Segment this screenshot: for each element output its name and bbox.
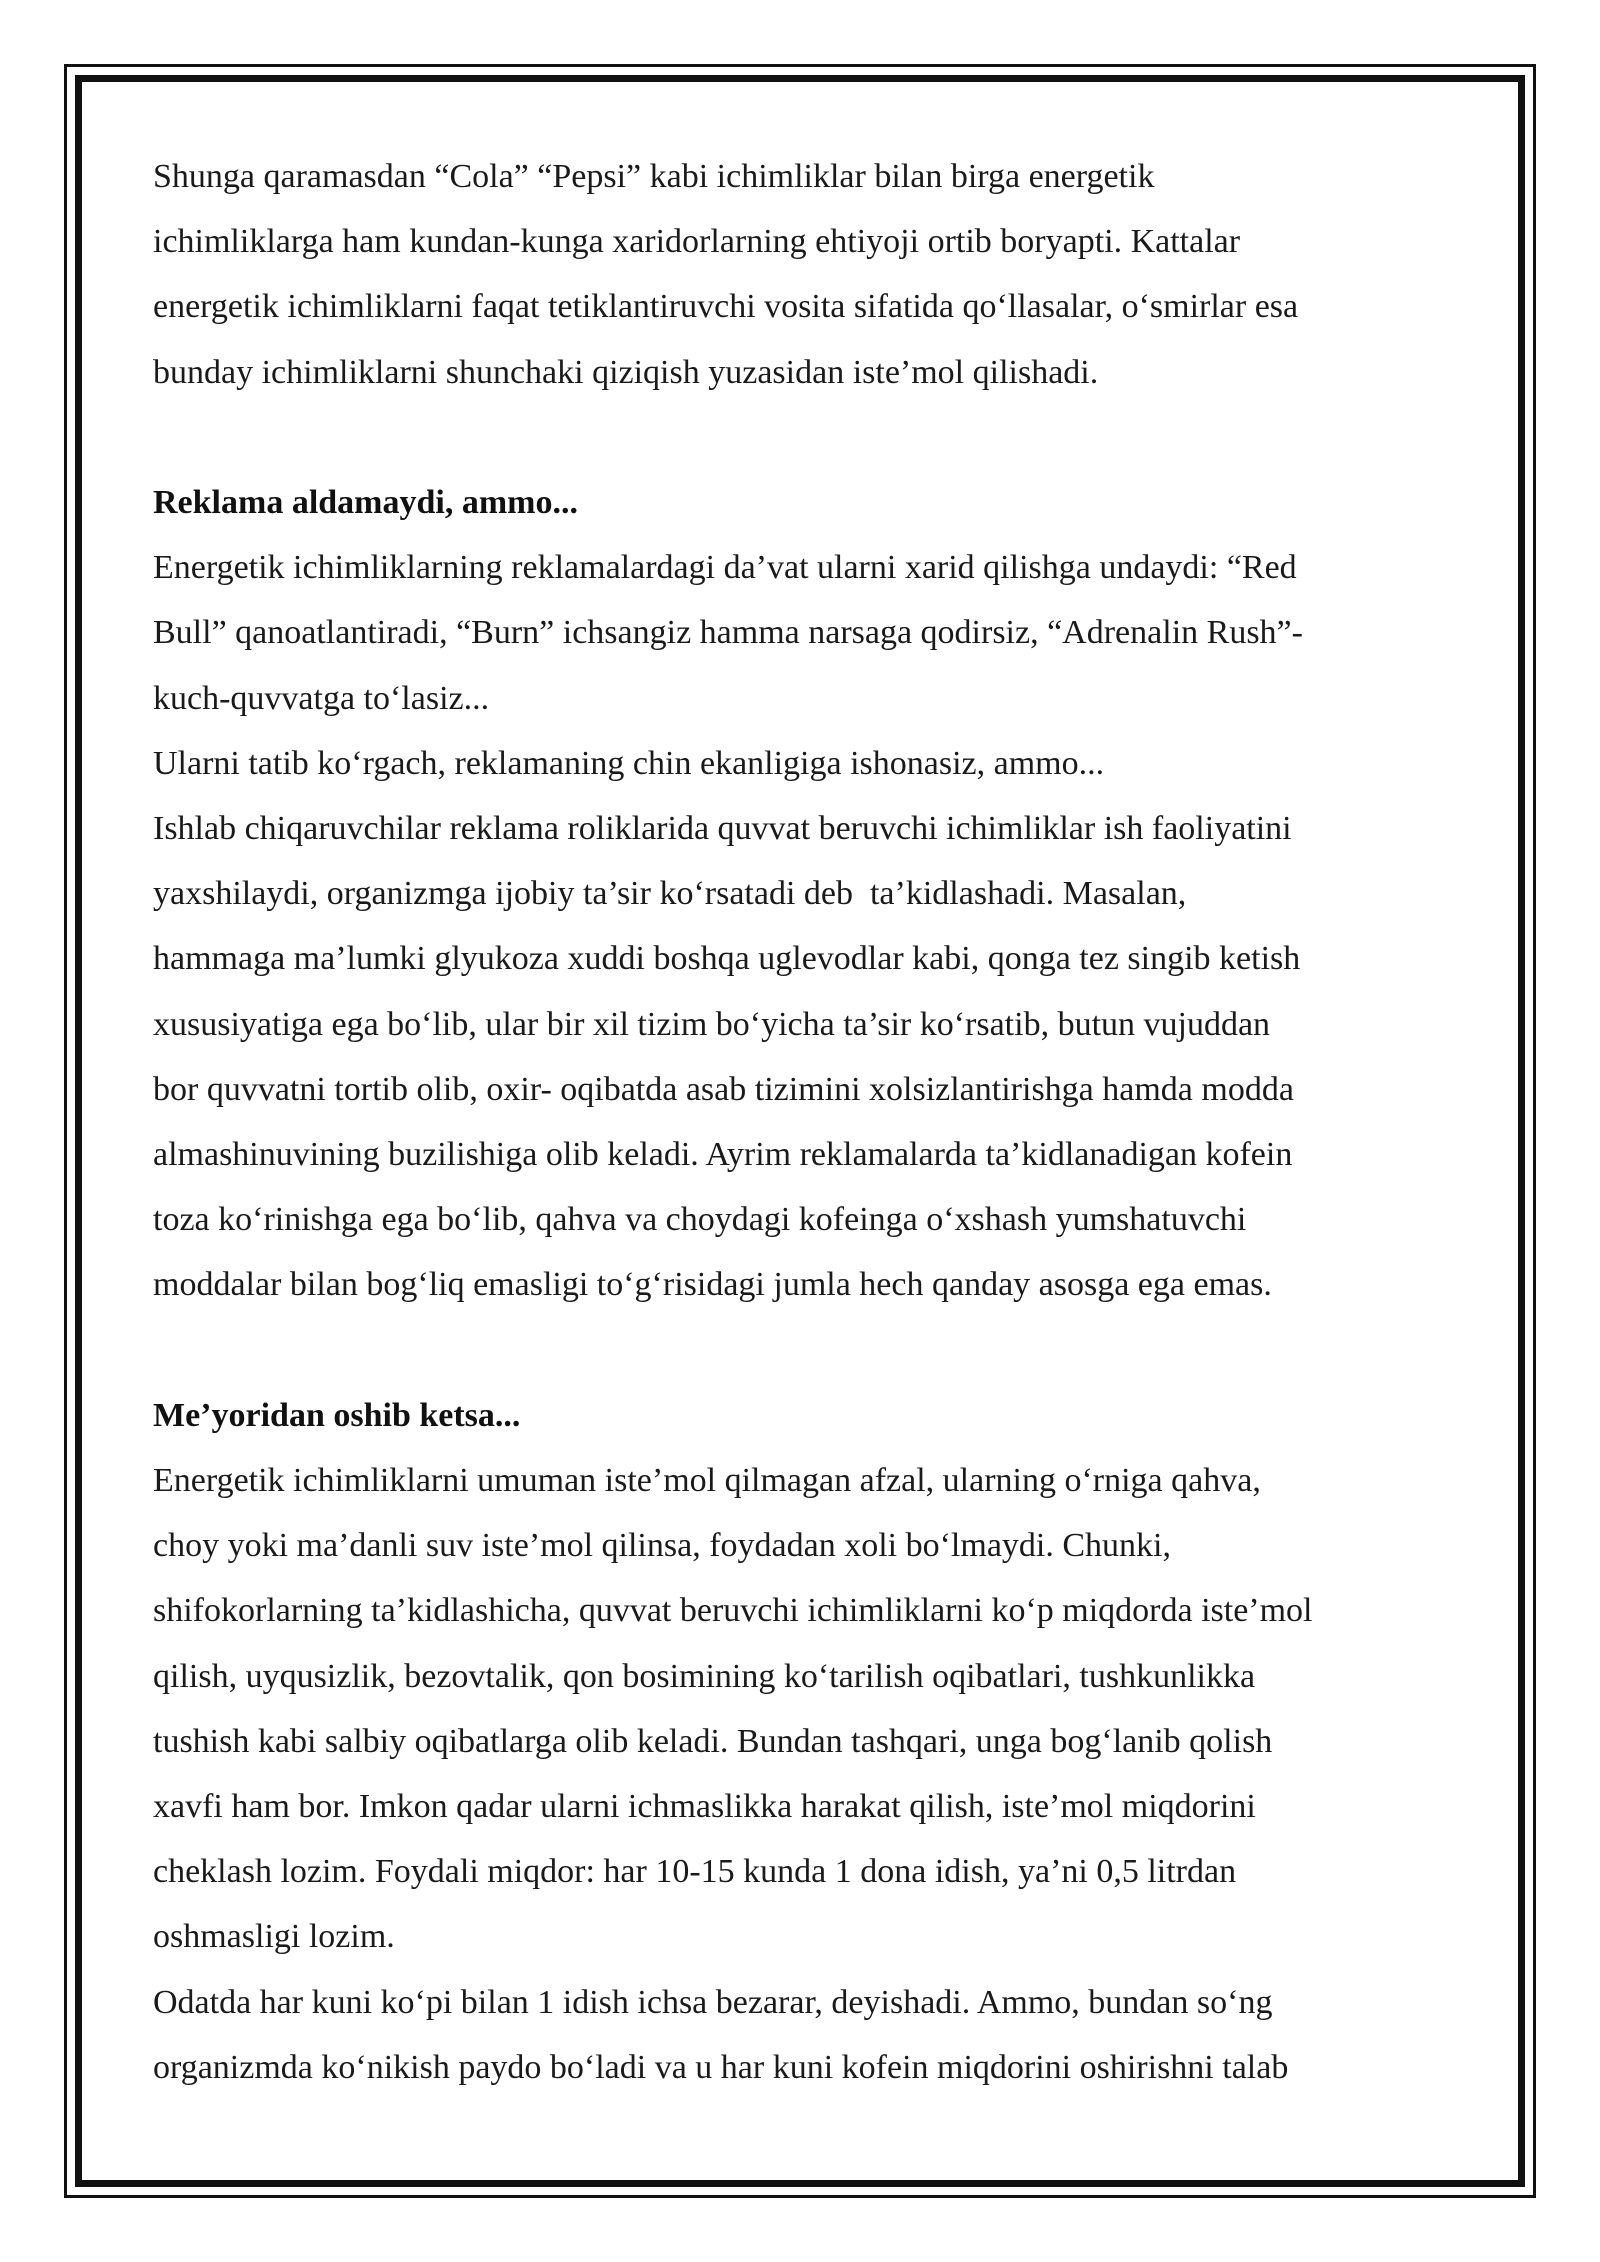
paragraph-line: tushish kabi salbiy oqibatlarga olib keladi. Bundan tashqari, unga bog‘lanib qolish bbox=[153, 1722, 1273, 1760]
blank-line bbox=[153, 405, 1453, 470]
paragraph-line: Shunga qaramasdan “Cola” “Pepsi” kabi ichimliklar bilan birga energetik bbox=[153, 158, 1155, 195]
section-heading: Me’yoridan oshib ketsa... bbox=[153, 1396, 521, 1434]
blank-line bbox=[153, 1318, 1453, 1383]
paragraph-line: Bull” qanoatlantiradi, “Burn” ichsangiz hamma narsaga qodirsiz, “Adrenalin Rush”- bbox=[153, 614, 1303, 652]
paragraph-line: xususiyatiga ega bo‘lib, ular bir xil tizim bo‘yicha ta’sir ko‘rsatib, butun vujuddan bbox=[153, 1005, 1271, 1043]
paragraph-line: Ularni tatib ko‘rgach, reklamaning chin ekanligiga ishonasiz, ammo... bbox=[153, 744, 1105, 782]
paragraph-line: hammaga ma’lumki glyukoza xuddi boshqa uglevodlar kabi, qonga tez singib ketish bbox=[153, 940, 1301, 978]
paragraph-line: shifokorlarning ta’kidlashicha, quvvat beruvchi ichimliklarni ko‘p miqdorda iste’mol bbox=[153, 1592, 1313, 1630]
paragraph-line: yaxshilaydi, organizmga ijobiy ta’sir ko‘rsatadi deb ta’kidlashadi. Masalan, bbox=[153, 875, 1187, 913]
paragraph-line: ichimliklarga ham kundan-kunga xaridorlarning ehtiyoji ortib boryapti. Kattalar bbox=[153, 223, 1241, 261]
paragraph-line: Energetik ichimliklarni umuman iste’mol qilmagan afzal, ularning o‘rniga qahva, bbox=[153, 1462, 1261, 1500]
paragraph-line: energetik ichimliklarni faqat tetiklantiruvchi vosita sifatida qo‘llasalar, o‘smirlar esa bbox=[153, 288, 1299, 326]
paragraph-line: Ishlab chiqaruvchilar reklama roliklarida quvvat beruvchi ichimliklar ish faoliyatini bbox=[153, 810, 1292, 848]
section-heading: Reklama aldamaydi, ammo... bbox=[153, 484, 578, 521]
paragraph-line: organizmda ko‘nikish paydo bo‘ladi va u har kuni kofein miqdorini oshirishni talab bbox=[153, 2048, 1289, 2086]
paragraph-line: toza ko‘rinishga ega bo‘lib, qahva va choydagi kofeinga o‘xshash yumshatuvchi bbox=[153, 1201, 1247, 1239]
paragraph-line: qilish, uyqusizlik, bezovtalik, qon bosimining ko‘tarilish oqibatlari, tushkunlikka bbox=[153, 1657, 1256, 1695]
document-body bbox=[153, 144, 1453, 2100]
paragraph-line: Energetik ichimliklarning reklamalardagi da’vat ularni xarid qilishga undaydi: “Red bbox=[153, 549, 1297, 587]
paragraph-line: moddalar bilan bog‘liq emasligi to‘g‘risidagi jumla hech qanday asosga ega emas. bbox=[153, 1266, 1272, 1304]
paragraph-line: almashinuvining buzilishiga olib keladi. Ayrim reklamalarda ta’kidlanadigan kofein bbox=[153, 1136, 1293, 1174]
paragraph-line: Odatda har kuni ko‘pi bilan 1 idish ichsa bezarar, deyishadi. Ammo, bundan so‘ng bbox=[153, 1983, 1273, 2021]
paragraph-line: cheklash lozim. Foydali miqdor: har 10-15 kunda 1 dona idish, ya’ni 0,5 litrdan bbox=[153, 1853, 1237, 1891]
paragraph-line: kuch-quvvatga to‘lasiz... bbox=[153, 679, 490, 717]
paragraph-line: choy yoki ma’danli suv iste’mol qilinsa, foydadan xoli bo‘lmaydi. Chunki, bbox=[153, 1527, 1171, 1565]
paragraph-line: bunday ichimliklarni shunchaki qiziqish yuzasidan iste’mol qilishadi. bbox=[153, 353, 1099, 391]
paragraph-line: xavfi ham bor. Imkon qadar ularni ichmaslikka harakat qilish, iste’mol miqdorini bbox=[153, 1788, 1256, 1826]
paragraph-line: bor quvvatni tortib olib, oxir- oqibatda asab tizimini xolsizlantirishga hamda modda bbox=[153, 1070, 1294, 1108]
paragraph-line: oshmasligi lozim. bbox=[153, 1918, 395, 1956]
